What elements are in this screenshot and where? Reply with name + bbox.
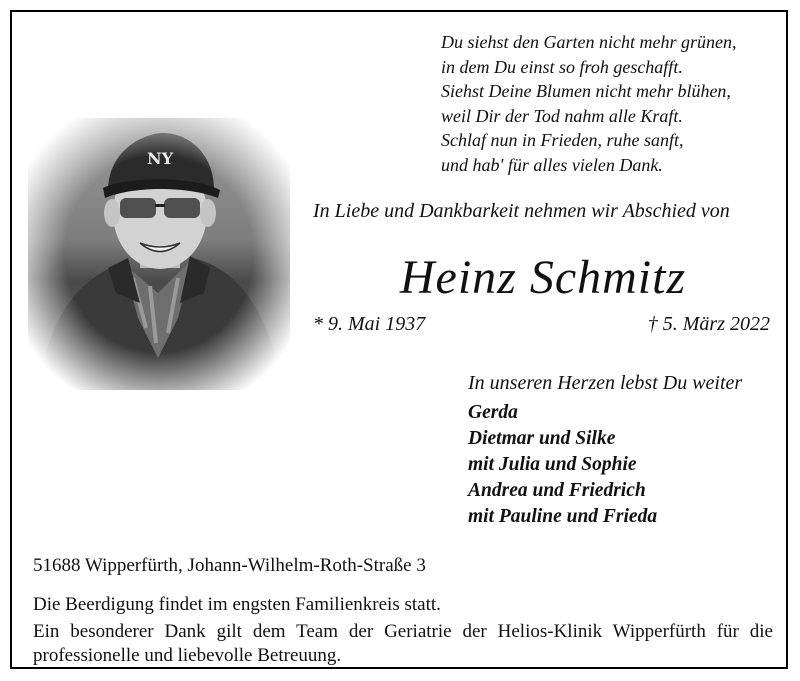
family-list xyxy=(468,400,657,530)
portrait-photo xyxy=(28,118,290,390)
poem-line: Du siehst den Garten nicht mehr grünen, xyxy=(441,32,737,52)
hearts-line: In unseren Herzen lebst Du weiter xyxy=(468,372,743,394)
poem xyxy=(441,30,781,177)
poem-line: weil Dir der Tod nahm alle Kraft. xyxy=(441,105,683,126)
family-member: Gerda xyxy=(468,402,518,423)
thanks-note: Ein besonderer Dank gilt dem Team der Geriatrie der Helios-Klinik Wipperfürth für die professionelle und liebevolle Betreuung. xyxy=(33,621,773,666)
family-member: Andrea und Friedrich xyxy=(468,480,646,501)
family-member: Dietmar und Silke xyxy=(468,428,616,449)
funeral-note: Die Beerdigung findet im engsten Familienkreis statt. xyxy=(33,594,441,615)
address: 51688 Wipperfürth, Johann-Wilhelm-Roth-Straße 3 xyxy=(33,555,426,576)
poem-line: Schlaf nun in Frieden, ruhe sanft, xyxy=(441,130,684,150)
family-member: mit Julia und Sophie xyxy=(468,454,637,475)
birth-date: * 9. Mai 1937 xyxy=(313,313,426,335)
farewell-line: In Liebe und Dankbarkeit nehmen wir Abschied von xyxy=(313,200,730,222)
poem-line: in dem Du einst so froh geschafft. xyxy=(441,56,683,77)
family-member: mit Pauline und Frieda xyxy=(468,506,658,527)
death-date: † 5. März 2022 xyxy=(647,313,770,335)
poem-line: Siehst Deine Blumen nicht mehr blühen, xyxy=(441,81,731,101)
poem-line: und hab' für alles vielen Dank. xyxy=(441,154,663,175)
deceased-name: Heinz Schmitz xyxy=(399,251,687,304)
